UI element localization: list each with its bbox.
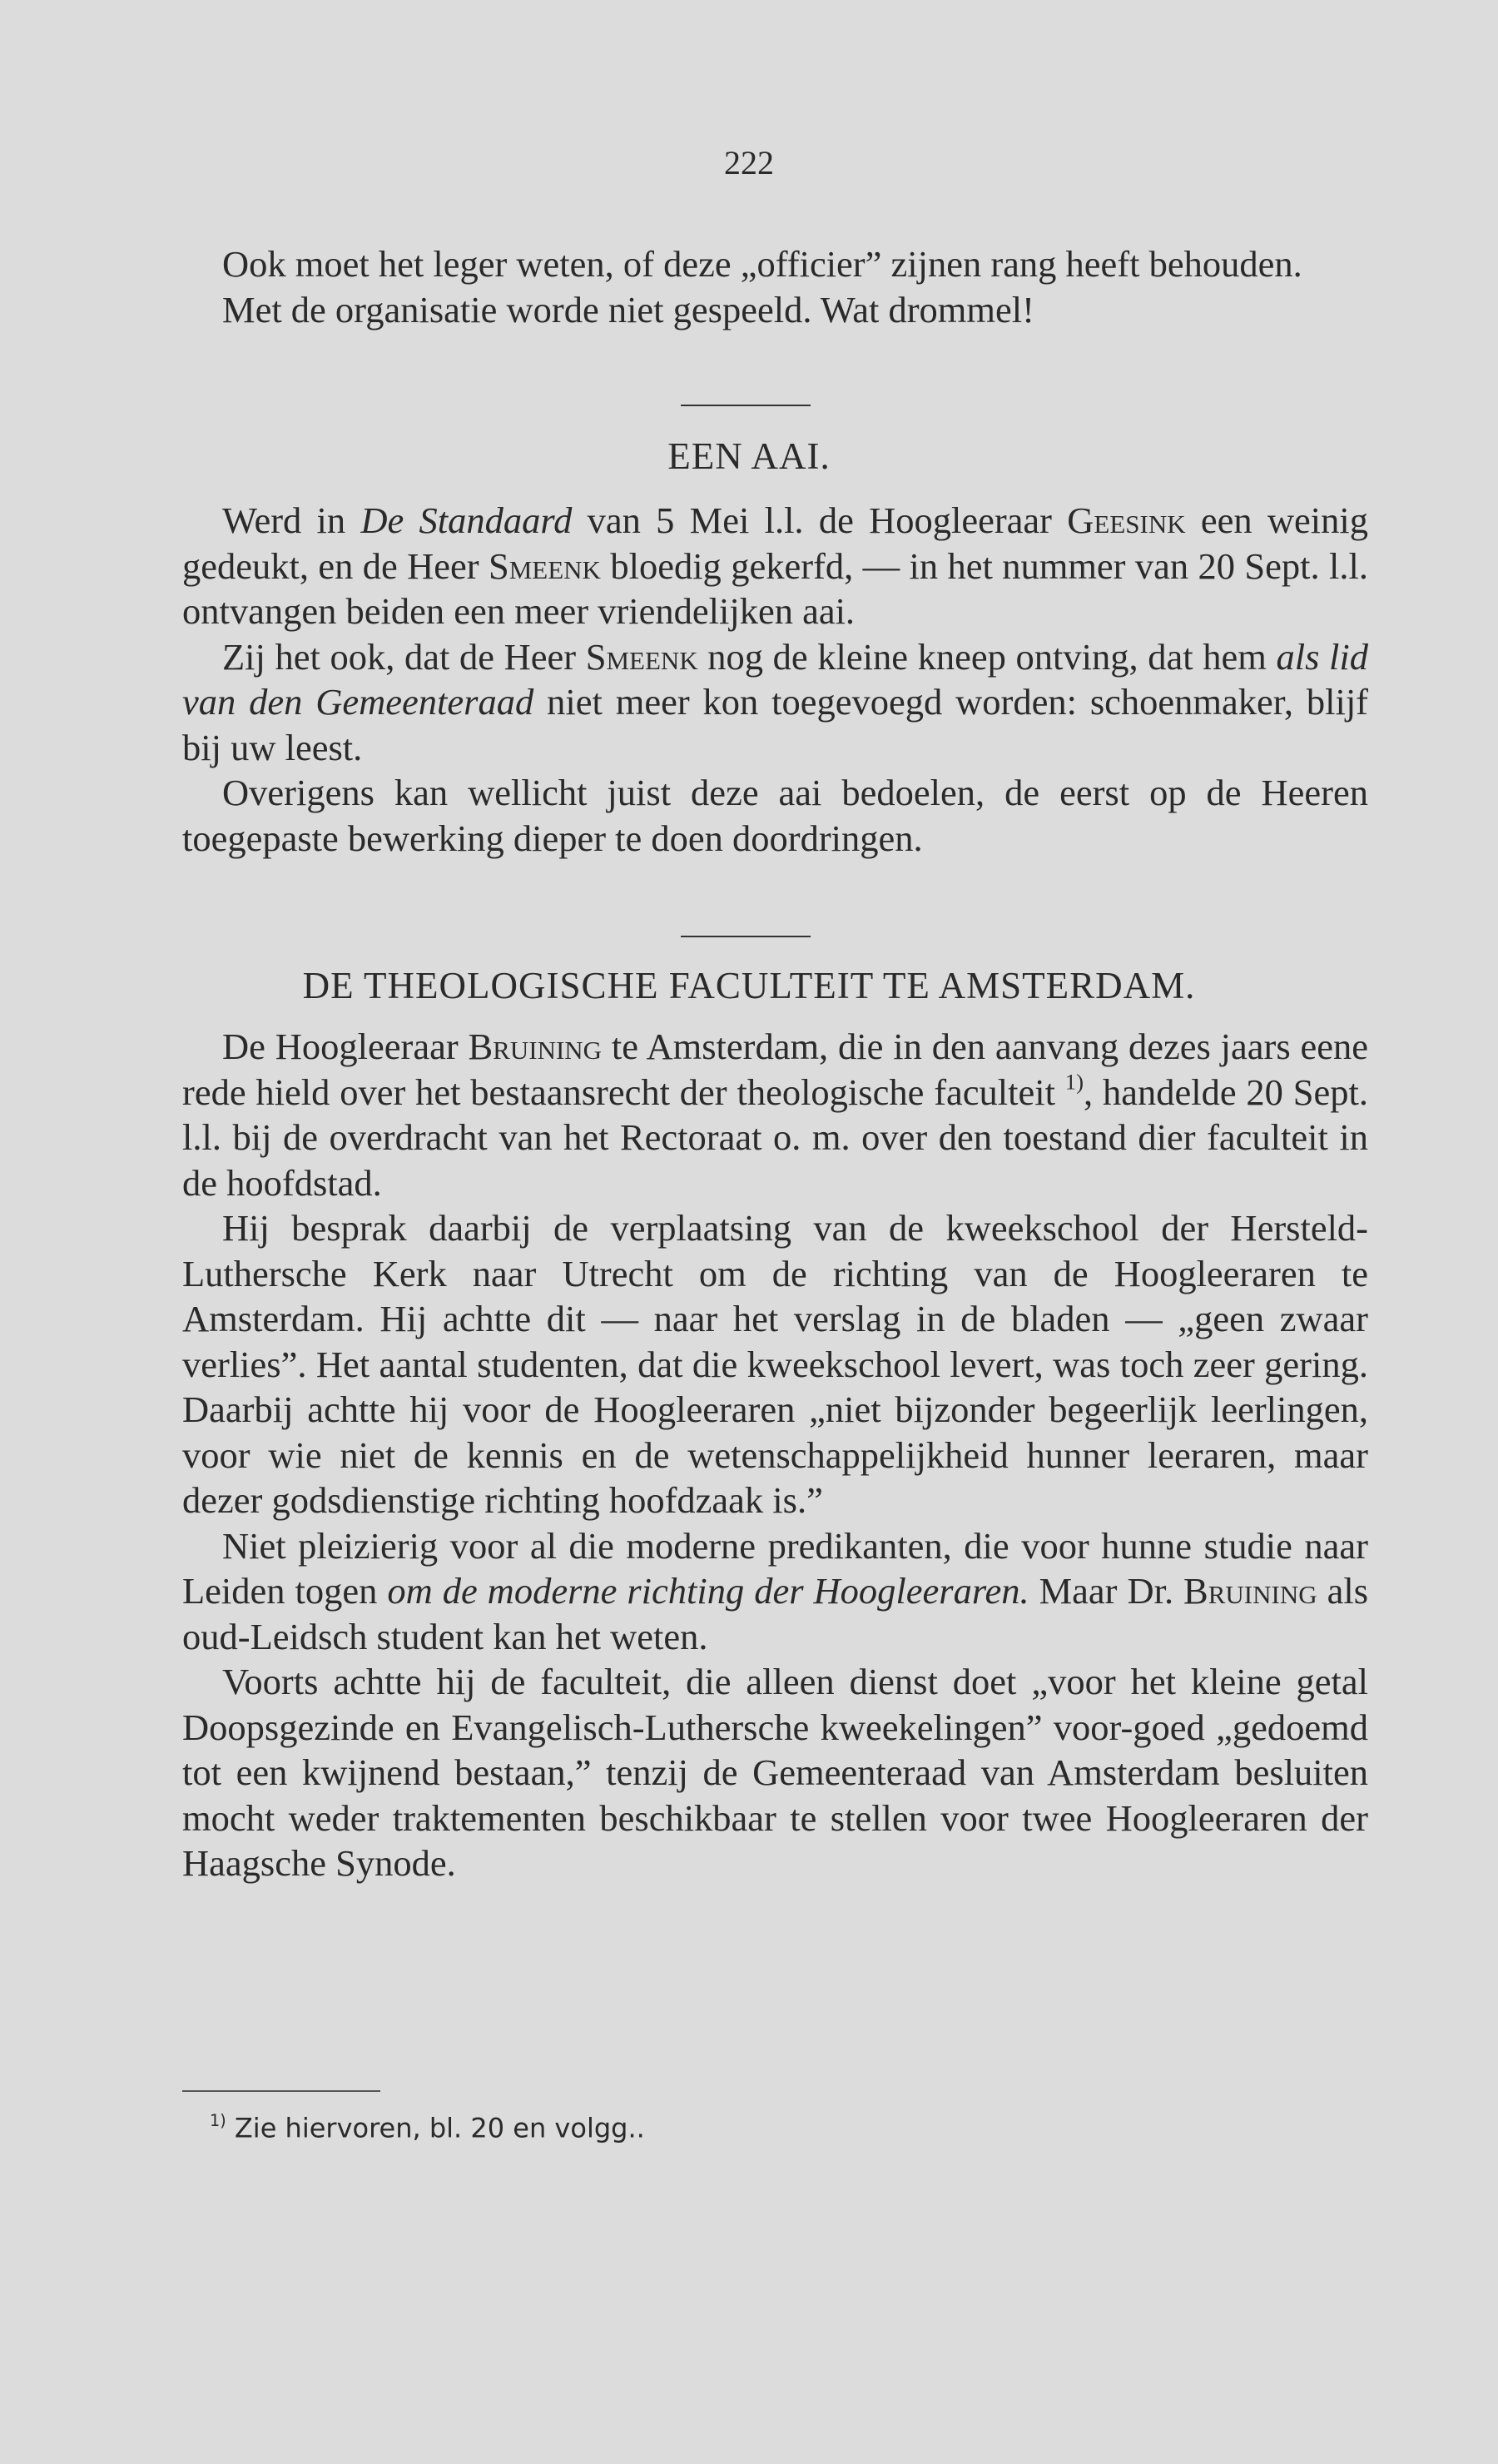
footnote-reference: 1)	[1064, 1068, 1084, 1094]
footnote-marker: 1)	[210, 2111, 226, 2130]
section-heading-een-aai: EEN AAI.	[667, 435, 831, 477]
section-heading-theologische-faculteit: DE THEOLOGISCHE FACULTEIT TE AMSTERDAM.	[302, 965, 1196, 1006]
een-aai-paragraph-2: Zij het ook, dat de Heer Smeenk nog de kleine kneep ontving, dat hem als lid van den Gemeenteraad niet meer kon toegevoegd worden: schoenmaker, blijf bij uw leest.	[182, 635, 1369, 768]
een-aai-paragraph-1: Werd in De Standaard van 5 Mei l.l. de Hoogleeraar Geesink een weinig gedeukt, en de Heer Smeenk bloedig gekerfd, — in het nummer van 20 Sept. l.l. ontvangen beiden een meer vriendelijken aai.	[182, 499, 1369, 632]
footnote	[210, 2104, 645, 2144]
intro-block	[182, 241, 1368, 332]
faculteit-paragraph-4: Voorts achtte hij de faculteit, die alleen dienst doet „voor het kleine getal Doopsgezinde en Evangelisch-Luthersche kweekelingen” voor-goed „gedoemd tot een kwijnend bestaan,” tenzij de Gemeenteraad van Amsterdam besluiten mocht weder traktementen beschikbaar te stellen voor twee Hoogleeraren der Haagsche Synode.	[182, 1661, 1368, 1884]
section-divider	[681, 405, 811, 406]
footnote-text: Zie hiervoren, bl. 20 en volgg..	[226, 2112, 645, 2144]
een-aai-paragraph-3: Overigens kan wellicht juist deze aai bedoelen, de eerst op de Heeren toegepaste bewerking dieper te doen doordringen.	[182, 772, 1368, 859]
section-een-aai-body	[182, 498, 1368, 861]
intro-paragraph-1: Ook moet het leger weten, of deze „officier” zijnen rang heeft behouden.	[222, 243, 1302, 285]
section-divider	[681, 936, 811, 937]
footnote-divider	[182, 2090, 380, 2092]
intro-paragraph-2: Met de organisatie worde niet gespeeld. Wat drommel!	[222, 288, 1034, 330]
page-number: 222	[724, 144, 774, 181]
faculteit-paragraph-2: Hij besprak daarbij de verplaatsing van de kweekschool der Hersteld-Luthersche Kerk naar Utrecht om de richting van de Hoogleeraren te Amsterdam. Hij achtte dit — naar het verslag in de bladen — „geen zwaar verlies”. Het aantal studenten, dat die kweekschool levert, was toch zeer gering. Daarbij achtte hij voor de Hoogleeraren „niet bijzonder begeerlijk leerlingen, voor wie niet de kennis en de wetenschappelijkheid hunner leeraren, maar dezer godsdienstige richting hoofdzaak is.”	[182, 1207, 1368, 1521]
faculteit-paragraph-3: Niet pleizierig voor al die moderne predikanten, die voor hunne studie naar Leiden togen om de moderne richting der Hoogleeraren. Maar Dr. Bruining als oud-Leidsch student kan het weten.	[182, 1524, 1369, 1657]
faculteit-paragraph-1: De Hoogleeraar Bruining te Amsterdam, die in den aanvang dezes jaars eene rede hield over het bestaansrecht der theologische faculteit $^{1)}$, handelde 20 Sept. l.l. bij de overdracht van het Rectoraat o. m. over den toestand dier faculteit in de hoofdstad.	[182, 1026, 1368, 1204]
section-faculteit-body	[182, 1024, 1368, 1886]
